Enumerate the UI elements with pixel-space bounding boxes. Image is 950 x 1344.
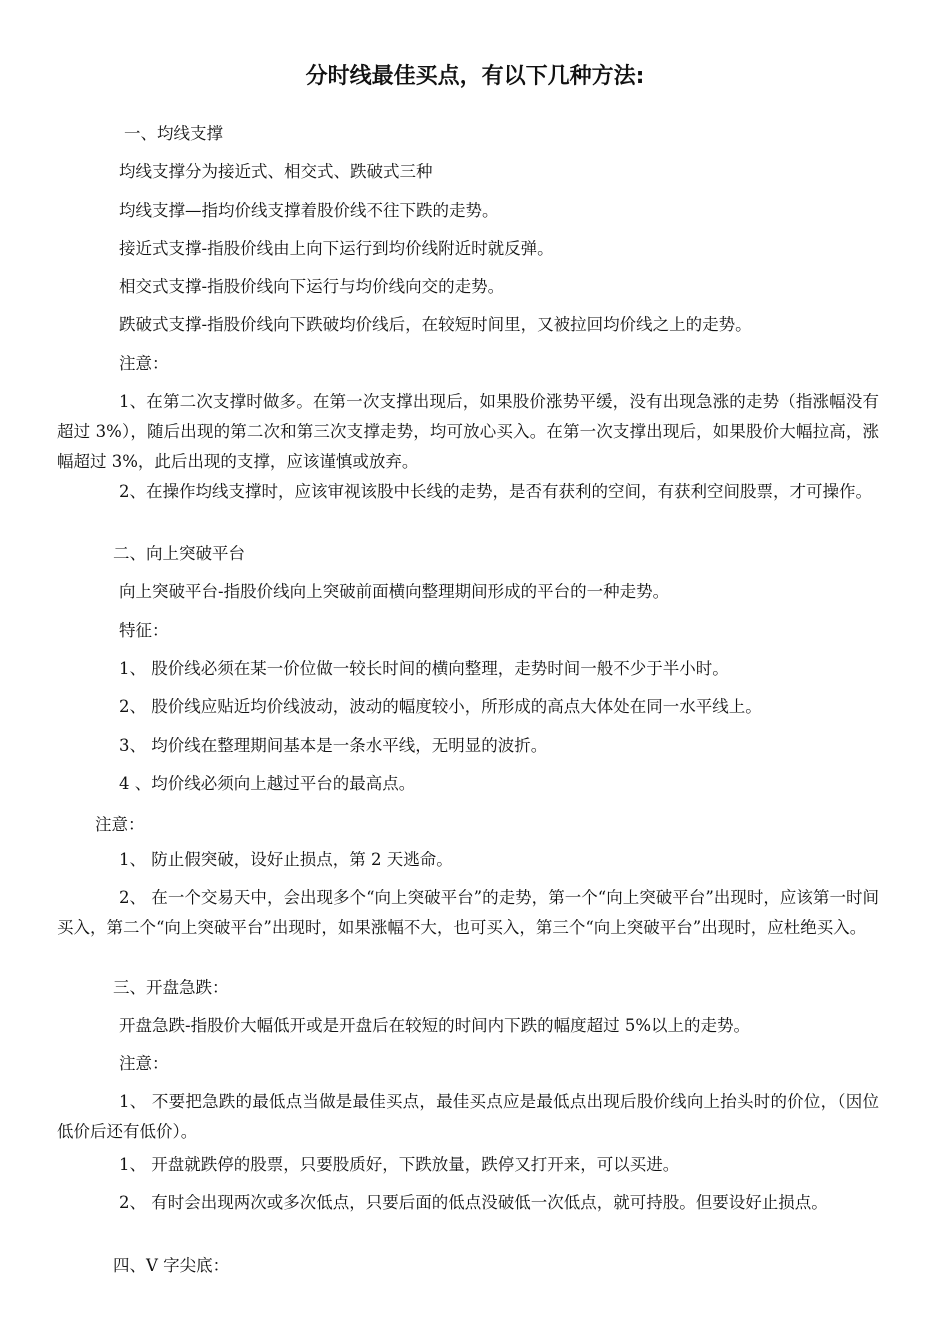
note-label: 注意： [119,354,169,373]
paragraph-line: 向上突破平台-指股价线向上突破前面横向整理期间形成的平台的一种走势。 [119,582,670,601]
section-heading-3: 三、开盘急跌： [113,978,229,997]
feature-label: 特征： [119,621,169,640]
paragraph-line: 均线支撑—指均价线支撑着股价线不往下跌的走势。 [119,201,499,220]
section-heading-2: 二、向上突破平台 [113,544,245,563]
note-label: 注意： [119,1054,169,1073]
note-paragraph: 2、 在一个交易天中，会出现多个“向上突破平台”的走势，第一个“向上突破平台”出现时，应该第一时间买入，第二个“向上突破平台”出现时，如果涨幅不大，也可买入，第三个“向上突破平台”出现时，应杜绝买入。 [57,888,879,937]
note-paragraph: 1、在第二次支撑时做多。在第一次支撑出现后，如果股价涨势平缓，没有出现急涨的走势（指涨幅没有超过 3%），随后出现的第二次和第三次支撑走势，均可放心买入。在第一次支撑出现后，如果股价大幅拉高，涨幅超过 3%，此后出现的支撑，应该谨慎或放弃。 [57,392,879,471]
section-heading-1: 一、均线支撑 [124,124,223,143]
list-item: 3、 均价线在整理期间基本是一条水平线，无明显的波折。 [119,736,548,755]
note-paragraph: 1、 不要把急跌的最低点当做是最佳买点，最佳买点应是最低点出现后股价线向上抬头时的价位，（因位低价后还有低价）。 [57,1092,879,1141]
note-paragraph: 2、在操作均线支撑时，应该审视该股中长线的走势，是否有获利的空间，有获利空间股票，才可操作。 [119,482,872,501]
paragraph-line: 接近式支撑-指股价线由上向下运行到均价线附近时就反弹。 [119,239,554,258]
list-item: 2、 股价线应贴近均价线波动，波动的幅度较小，所形成的高点大体处在同一水平线上。 [119,697,762,716]
note-paragraph: 2、 有时会出现两次或多次低点，只要后面的低点没破低一次低点，就可持股。但要设好止损点。 [119,1193,828,1212]
list-item: 1、 开盘就跌停的股票，只要股质好，下跌放量，跌停又打开来，可以买进。 [119,1155,680,1174]
list-item: 1、 防止假突破，设好止损点，第 2 天逃命。 [119,850,453,869]
paragraph-line: 开盘急跌-指股价大幅低开或是开盘后在较短的时间内下跌的幅度超过 5%以上的走势。 [119,1016,750,1035]
paragraph-line: 相交式支撑-指股价线向下运行与均价线向交的走势。 [119,277,505,296]
list-item: 1、 股价线必须在某一价位做一较长时间的横向整理，走势时间一般不少于半小时。 [119,659,729,678]
paragraph-line: 均线支撑分为接近式、相交式、跌破式三种 [119,162,433,181]
section-heading-4: 四、V 字尖底： [113,1256,230,1275]
list-item: 4 、均价线必须向上越过平台的最高点。 [119,774,416,793]
paragraph-line: 跌破式支撑-指股价线向下跌破均价线后，在较短时间里，又被拉回均价线之上的走势。 [119,315,752,334]
note-label: 注意： [95,815,145,834]
document-title: 分时线最佳买点，有以下几种方法: [305,64,645,89]
